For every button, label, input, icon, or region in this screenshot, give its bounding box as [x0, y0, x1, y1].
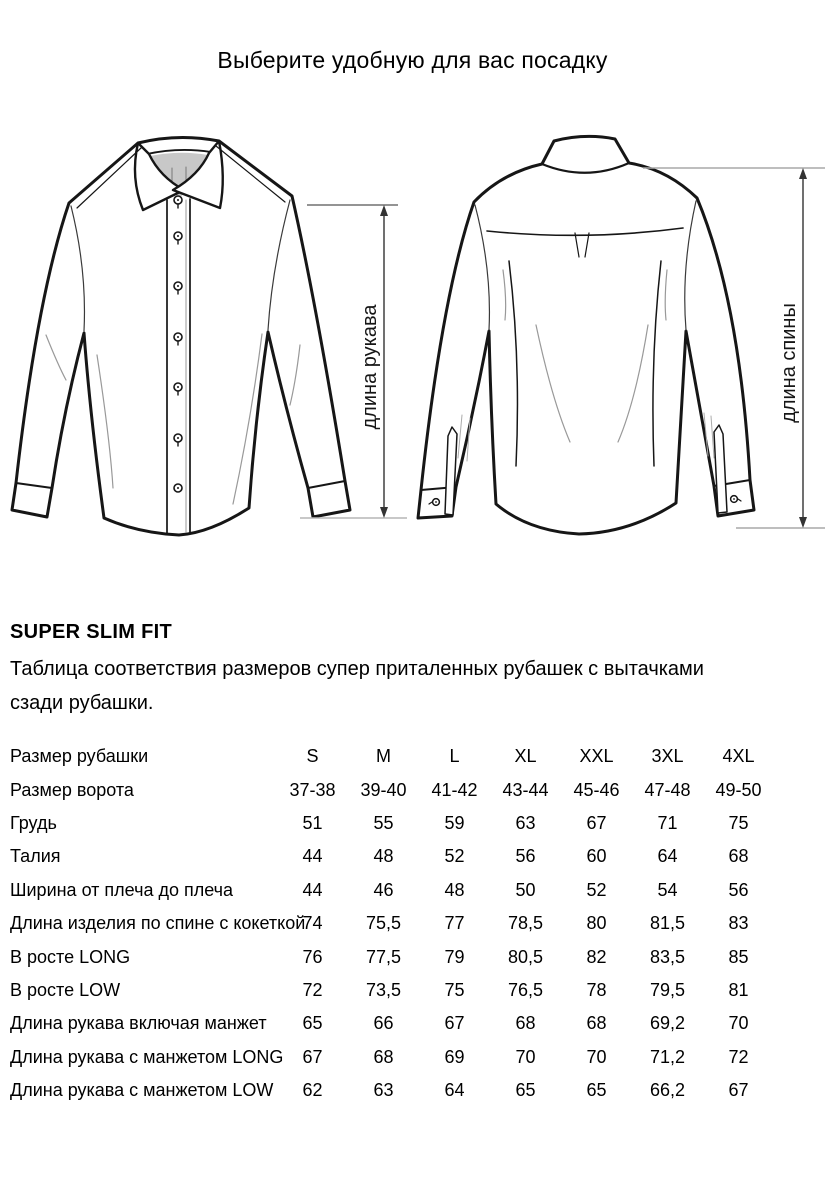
cell-value: 80: [586, 913, 607, 934]
cell-value: 39-40: [360, 779, 407, 800]
cell-value: 60: [586, 846, 607, 867]
size-table-body: [10, 740, 774, 1107]
cell-value: 49-50: [715, 779, 762, 800]
table-row: [10, 1041, 774, 1074]
cell-value: 43-44: [502, 779, 549, 800]
front-shirt-drawing: [12, 137, 350, 535]
cell-value: 3XL: [651, 746, 684, 767]
section-description: [10, 652, 800, 720]
cell-value: 71,2: [649, 1046, 686, 1067]
cell-value: XL: [514, 746, 537, 767]
cell-value: 52: [586, 879, 607, 900]
back-shirt-outline: [418, 136, 754, 534]
cell-value: 47-48: [644, 779, 691, 800]
row-label: Длина рукава включая манжет: [10, 1013, 267, 1034]
section-description-line-1: Таблица соответствия размеров супер приталенных рубашек с вытачками: [10, 658, 704, 680]
row-label: Размер рубашки: [10, 746, 149, 767]
cell-value: 75,5: [365, 913, 402, 934]
cell-value: 68: [515, 1013, 536, 1034]
cell-value: 82: [586, 946, 607, 967]
cell-value: 65: [515, 1080, 536, 1101]
table-row: [10, 1074, 774, 1107]
cell-value: 45-46: [573, 779, 620, 800]
table-row: [10, 1007, 774, 1040]
row-label: Талия: [10, 846, 61, 867]
cell-value: 67: [302, 1046, 323, 1067]
table-row: [10, 940, 774, 973]
cell-value: 68: [728, 846, 749, 867]
table-row: [10, 974, 774, 1007]
cell-value: 75: [728, 812, 749, 833]
cell-value: 81: [728, 979, 749, 1000]
row-label: Размер ворота: [10, 779, 134, 800]
cell-value: 71: [657, 812, 678, 833]
cell-value: 68: [586, 1013, 607, 1034]
cell-value: 66,2: [649, 1080, 686, 1101]
cell-value: XXL: [579, 746, 614, 767]
section-description-line-2: сзади рубашки.: [10, 692, 154, 714]
cell-value: 70: [586, 1046, 607, 1067]
size-table: [10, 740, 774, 1107]
cell-value: 69,2: [649, 1013, 686, 1034]
cell-value: 65: [586, 1080, 607, 1101]
cell-value: 73,5: [365, 979, 402, 1000]
row-label: Ширина от плеча до плеча: [10, 879, 234, 900]
cell-value: 37-38: [289, 779, 336, 800]
cell-value: 44: [302, 846, 323, 867]
cell-value: 67: [586, 812, 607, 833]
cell-value: 48: [444, 879, 465, 900]
row-label: Длина рукава с манжетом LOW: [10, 1080, 274, 1101]
cell-value: 64: [444, 1080, 465, 1101]
table-row: [10, 807, 774, 840]
table-row: [10, 740, 774, 773]
cell-value: 79: [444, 946, 465, 967]
cell-value: 77,5: [365, 946, 402, 967]
cell-value: M: [376, 746, 391, 767]
cell-value: 62: [302, 1080, 323, 1101]
cell-value: 74: [302, 913, 323, 934]
section-heading: SUPER SLIM FIT: [10, 621, 172, 643]
cell-value: 56: [515, 846, 536, 867]
cell-value: 59: [444, 812, 465, 833]
cell-value: 83,5: [649, 946, 686, 967]
cell-value: 52: [444, 846, 465, 867]
cell-value: 68: [373, 1046, 394, 1067]
cell-value: 46: [373, 879, 394, 900]
cell-value: 78: [586, 979, 607, 1000]
table-row: [10, 907, 774, 940]
row-label: Грудь: [10, 812, 57, 833]
cell-value: 56: [728, 879, 749, 900]
cell-value: 81,5: [649, 913, 686, 934]
table-row: [10, 773, 774, 806]
page-title: Выберите удобную для вас посадку: [217, 47, 608, 73]
row-label: В росте LONG: [10, 946, 131, 967]
cell-value: 70: [728, 1013, 749, 1034]
back-length-label: длина спины: [778, 303, 800, 423]
sleeve-length-label: длина рукава: [359, 304, 381, 430]
cell-value: 85: [728, 946, 749, 967]
cell-value: 50: [515, 879, 536, 900]
cell-value: 67: [728, 1080, 749, 1101]
cell-value: 44: [302, 879, 323, 900]
cell-value: 83: [728, 913, 749, 934]
back-shirt-drawing: [418, 136, 754, 534]
cell-value: 64: [657, 846, 678, 867]
cell-value: 76: [302, 946, 323, 967]
cell-value: 75: [444, 979, 465, 1000]
cell-value: 76,5: [507, 979, 544, 1000]
cell-value: 63: [515, 812, 536, 833]
cell-value: L: [449, 746, 460, 767]
cell-value: 69: [444, 1046, 465, 1067]
cell-value: 54: [657, 879, 678, 900]
cell-value: 80,5: [507, 946, 544, 967]
cell-value: 41-42: [431, 779, 478, 800]
shirt-diagrams-svg: [0, 120, 825, 600]
row-label: Длина изделия по спине с кокеткой: [10, 913, 306, 934]
cell-value: 70: [515, 1046, 536, 1067]
shirt-diagrams: [0, 120, 825, 600]
row-label: В росте LOW: [10, 979, 121, 1000]
table-row: [10, 840, 774, 873]
cell-value: S: [306, 746, 319, 767]
cell-value: 48: [373, 846, 394, 867]
cell-value: 4XL: [722, 746, 755, 767]
cell-value: 72: [728, 1046, 749, 1067]
cell-value: 72: [302, 979, 323, 1000]
cell-value: 79,5: [649, 979, 686, 1000]
cell-value: 65: [302, 1013, 323, 1034]
table-row: [10, 874, 774, 907]
cell-value: 55: [373, 812, 394, 833]
row-label: Длина рукава с манжетом LONG: [10, 1046, 284, 1067]
cell-value: 78,5: [507, 913, 544, 934]
cell-value: 77: [444, 913, 465, 934]
cell-value: 66: [373, 1013, 394, 1034]
cell-value: 51: [302, 812, 323, 833]
cell-value: 67: [444, 1013, 465, 1034]
cell-value: 63: [373, 1080, 394, 1101]
